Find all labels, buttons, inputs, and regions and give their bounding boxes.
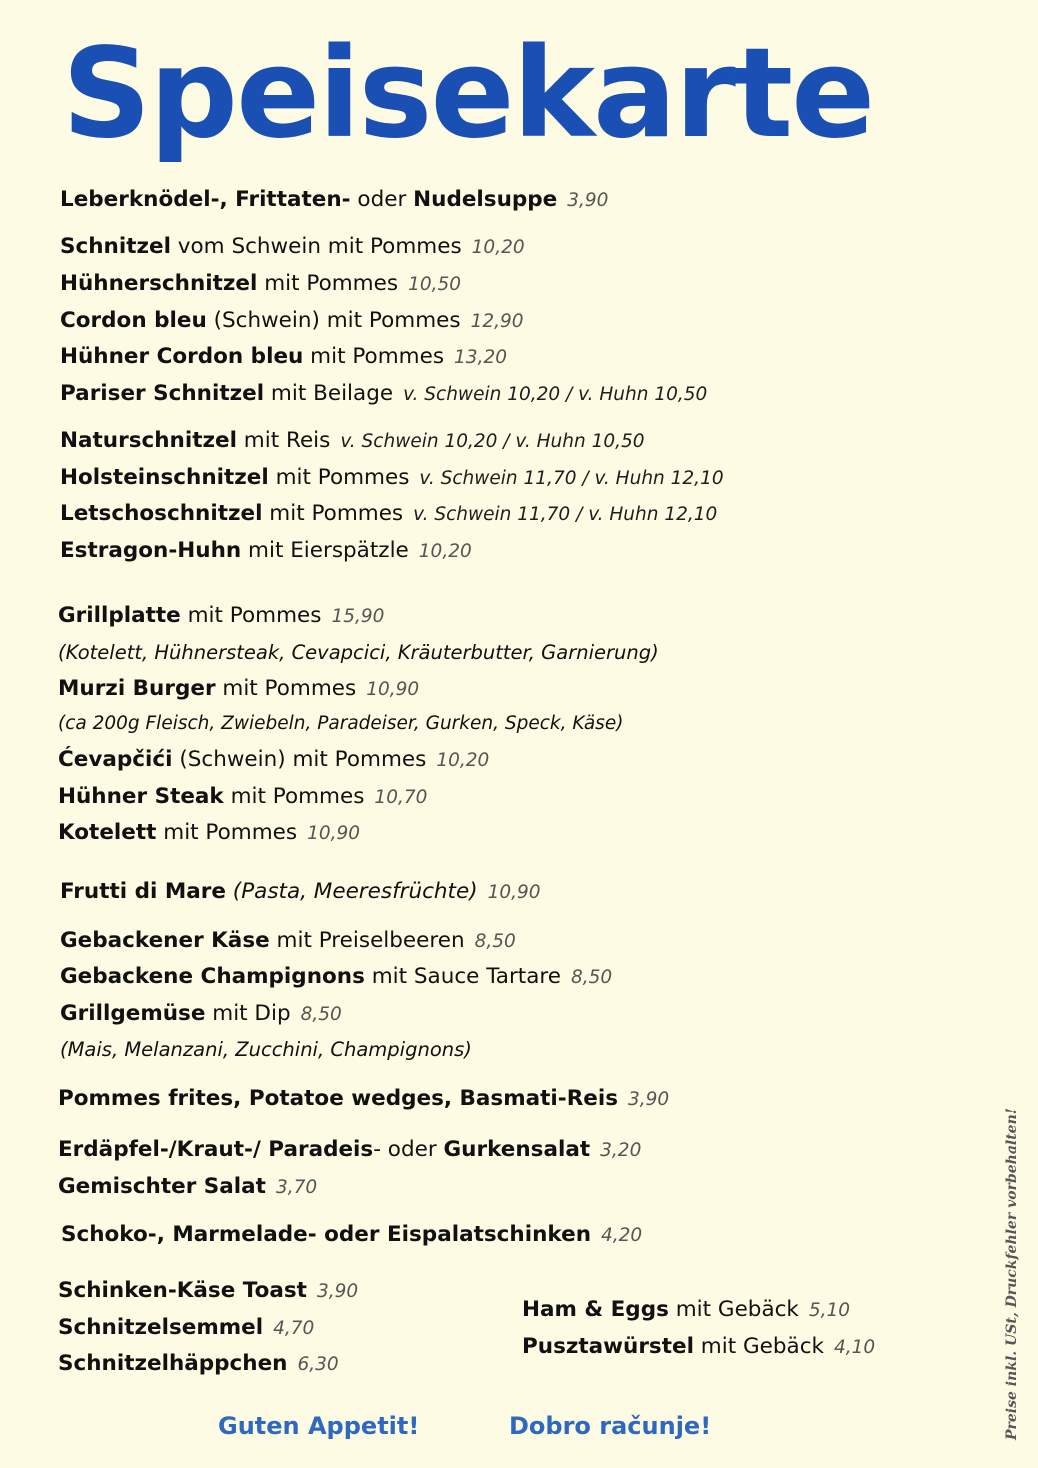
menu-item-schnitzelhaeppchen xyxy=(58,1349,339,1380)
item-name: Schoko-, Marmelade- oder Eispalatschinken xyxy=(61,1222,591,1247)
item-name: Kotelett xyxy=(58,820,157,845)
item-name: Pusztawürstel xyxy=(522,1334,694,1359)
menu-item-estragon-huhn xyxy=(60,536,472,567)
item-description: mit Pommes xyxy=(156,820,298,845)
menu-item-schnitzel xyxy=(60,232,525,263)
item-description: (Pasta, Meeresfrüchte) xyxy=(225,879,478,904)
item-description: mit Pommes xyxy=(268,465,410,490)
item-price: 10,50 xyxy=(408,274,462,295)
item-price: 10,70 xyxy=(374,787,428,808)
item-price: 3,90 xyxy=(316,1281,359,1302)
menu-item-holsteinschnitzel xyxy=(60,463,724,494)
menu-item-huehner-steak xyxy=(58,782,427,813)
menu-item-soup xyxy=(60,185,608,216)
item-price: 3,70 xyxy=(275,1177,318,1198)
item-name: Holsteinschnitzel xyxy=(60,465,269,490)
item-price: 10,90 xyxy=(366,679,420,700)
item-name: Erdäpfel-/Kraut-/ Paradeis xyxy=(58,1137,374,1162)
item-description: mit Pommes xyxy=(223,784,365,809)
item-name: Leberknödel-, Frittaten- xyxy=(60,187,351,212)
item-note-grillgemuese: (Mais, Melanzani, Zucchini, Champignons) xyxy=(60,1038,472,1061)
item-name: Hühner Cordon bleu xyxy=(60,344,304,369)
item-description: mit Pommes xyxy=(180,603,322,628)
item-description: mit Gebäck xyxy=(693,1334,824,1359)
greeting-croatian: Dobro računje! xyxy=(509,1412,712,1440)
price-disclaimer: Preise inkl. USt, Druckfehler vorbehalten! xyxy=(1004,1108,1020,1440)
item-name: Schnitzelhäppchen xyxy=(58,1351,288,1376)
item-name: Ćevapčići xyxy=(58,747,173,772)
item-price: 4,10 xyxy=(833,1337,876,1358)
item-name: Hühnerschnitzel xyxy=(60,271,258,296)
item-description: (Schwein) mit Pommes xyxy=(172,747,427,772)
item-price: 10,20 xyxy=(471,237,525,258)
item-price: v. Schwein 10,20 / v. Huhn 10,50 xyxy=(403,384,708,405)
item-description: mit Dip xyxy=(205,1001,291,1026)
item-description: mit Beilage xyxy=(264,381,394,406)
item-name: Grillplatte xyxy=(58,603,181,628)
item-name: Gurkensalat xyxy=(443,1137,591,1162)
menu-item-toast xyxy=(58,1276,358,1307)
menu-item-salat xyxy=(58,1135,641,1166)
item-price: 10,90 xyxy=(487,882,541,903)
item-price: v. Schwein 10,20 / v. Huhn 10,50 xyxy=(340,431,645,452)
menu-item-gemischter-salat xyxy=(58,1172,317,1203)
item-name: Pommes frites, Potatoe wedges, Basmati-Reis xyxy=(58,1086,618,1111)
item-price: 4,20 xyxy=(601,1225,643,1246)
menu-item-pariser-schnitzel xyxy=(60,379,707,410)
item-description: mit Pommes xyxy=(262,501,404,526)
item-name: Schnitzel xyxy=(60,234,171,259)
item-description: (Schwein) mit Pommes xyxy=(206,308,461,333)
item-note-burger: (ca 200g Fleisch, Zwiebeln, Paradeiser, Gurken, Speck, Käse) xyxy=(58,713,624,734)
item-connector: - oder xyxy=(373,1137,444,1162)
item-price: 15,90 xyxy=(331,606,385,627)
item-name: Gebackener Käse xyxy=(60,928,270,953)
item-connector: oder xyxy=(350,187,414,212)
menu-item-ham-eggs xyxy=(522,1295,850,1326)
menu-item-palatschinken xyxy=(61,1220,642,1251)
item-name: Frutti di Mare xyxy=(60,879,226,904)
item-price: v. Schwein 11,70 / v. Huhn 12,10 xyxy=(419,468,724,489)
item-price: 3,90 xyxy=(567,190,609,211)
item-name: Hühner Steak xyxy=(58,784,224,809)
item-price: 8,50 xyxy=(571,967,613,988)
item-name: Cordon bleu xyxy=(60,308,207,333)
item-name: Estragon-Huhn xyxy=(60,538,242,563)
item-price: 3,90 xyxy=(628,1089,670,1110)
item-name: Naturschnitzel xyxy=(60,428,237,453)
item-note-grillplatte: (Kotelett, Hühnersteak, Cevapcici, Kräuterbutter, Garnierung) xyxy=(58,641,659,664)
item-price: 10,90 xyxy=(307,823,361,844)
menu-item-murzi-burger xyxy=(58,674,419,705)
menu-item-pusztawuerstel xyxy=(522,1332,875,1363)
item-name: Pariser Schnitzel xyxy=(60,381,265,406)
item-name: Schinken-Käse Toast xyxy=(58,1278,307,1303)
item-description: mit Sauce Tartare xyxy=(364,964,562,989)
menu-item-letschoschnitzel xyxy=(60,499,717,530)
menu-item-kotelett xyxy=(58,818,360,849)
menu-item-frutti-di-mare xyxy=(60,877,541,908)
item-description: vom Schwein mit Pommes xyxy=(170,234,462,259)
item-description: mit Preiselbeeren xyxy=(269,928,465,953)
item-description: mit Gebäck xyxy=(668,1297,799,1322)
item-price: 5,10 xyxy=(808,1300,851,1321)
item-price: 13,20 xyxy=(454,347,507,368)
item-name: Grillgemüse xyxy=(60,1001,206,1026)
menu-item-naturschnitzel xyxy=(60,426,645,457)
item-price: 8,50 xyxy=(474,931,516,952)
item-description: mit Eierspätzle xyxy=(241,538,409,563)
item-price: v. Schwein 11,70 / v. Huhn 12,10 xyxy=(413,504,718,525)
item-price: 8,50 xyxy=(300,1004,342,1025)
item-name: Nudelsuppe xyxy=(413,187,558,212)
item-description: mit Pommes xyxy=(215,676,357,701)
item-price: 10,20 xyxy=(418,541,472,562)
menu-item-grillgemuese xyxy=(60,999,342,1030)
menu-item-grillplatte xyxy=(58,601,384,632)
menu-item-huehner-cordon-bleu xyxy=(60,342,507,373)
item-description: mit Pommes xyxy=(257,271,399,296)
item-name: Gemischter Salat xyxy=(58,1174,266,1199)
item-price: 12,90 xyxy=(470,311,524,332)
menu-item-beilagen xyxy=(58,1084,669,1115)
greeting-german: Guten Appetit! xyxy=(218,1412,420,1440)
item-name: Murzi Burger xyxy=(58,676,216,701)
menu-item-huehnerschnitzel xyxy=(60,269,461,300)
item-price: 6,30 xyxy=(297,1354,339,1375)
item-name: Ham & Eggs xyxy=(522,1297,669,1322)
menu-item-cevapcici xyxy=(58,745,489,776)
item-description: mit Reis xyxy=(236,428,331,453)
item-price: 10,20 xyxy=(436,750,490,771)
page-title: Speisekarte xyxy=(62,22,874,166)
item-price: 3,20 xyxy=(600,1140,642,1161)
menu-item-schnitzelsemmel xyxy=(58,1313,314,1344)
item-name: Letschoschnitzel xyxy=(60,501,263,526)
menu-item-cordon-bleu xyxy=(60,306,524,337)
menu-item-gebackene-champignons xyxy=(60,962,612,993)
item-description: mit Pommes xyxy=(303,344,445,369)
item-price: 4,70 xyxy=(273,1318,315,1339)
menu-item-gebackener-kaese xyxy=(60,926,516,957)
item-name: Schnitzelsemmel xyxy=(58,1315,264,1340)
item-name: Gebackene Champignons xyxy=(60,964,365,989)
